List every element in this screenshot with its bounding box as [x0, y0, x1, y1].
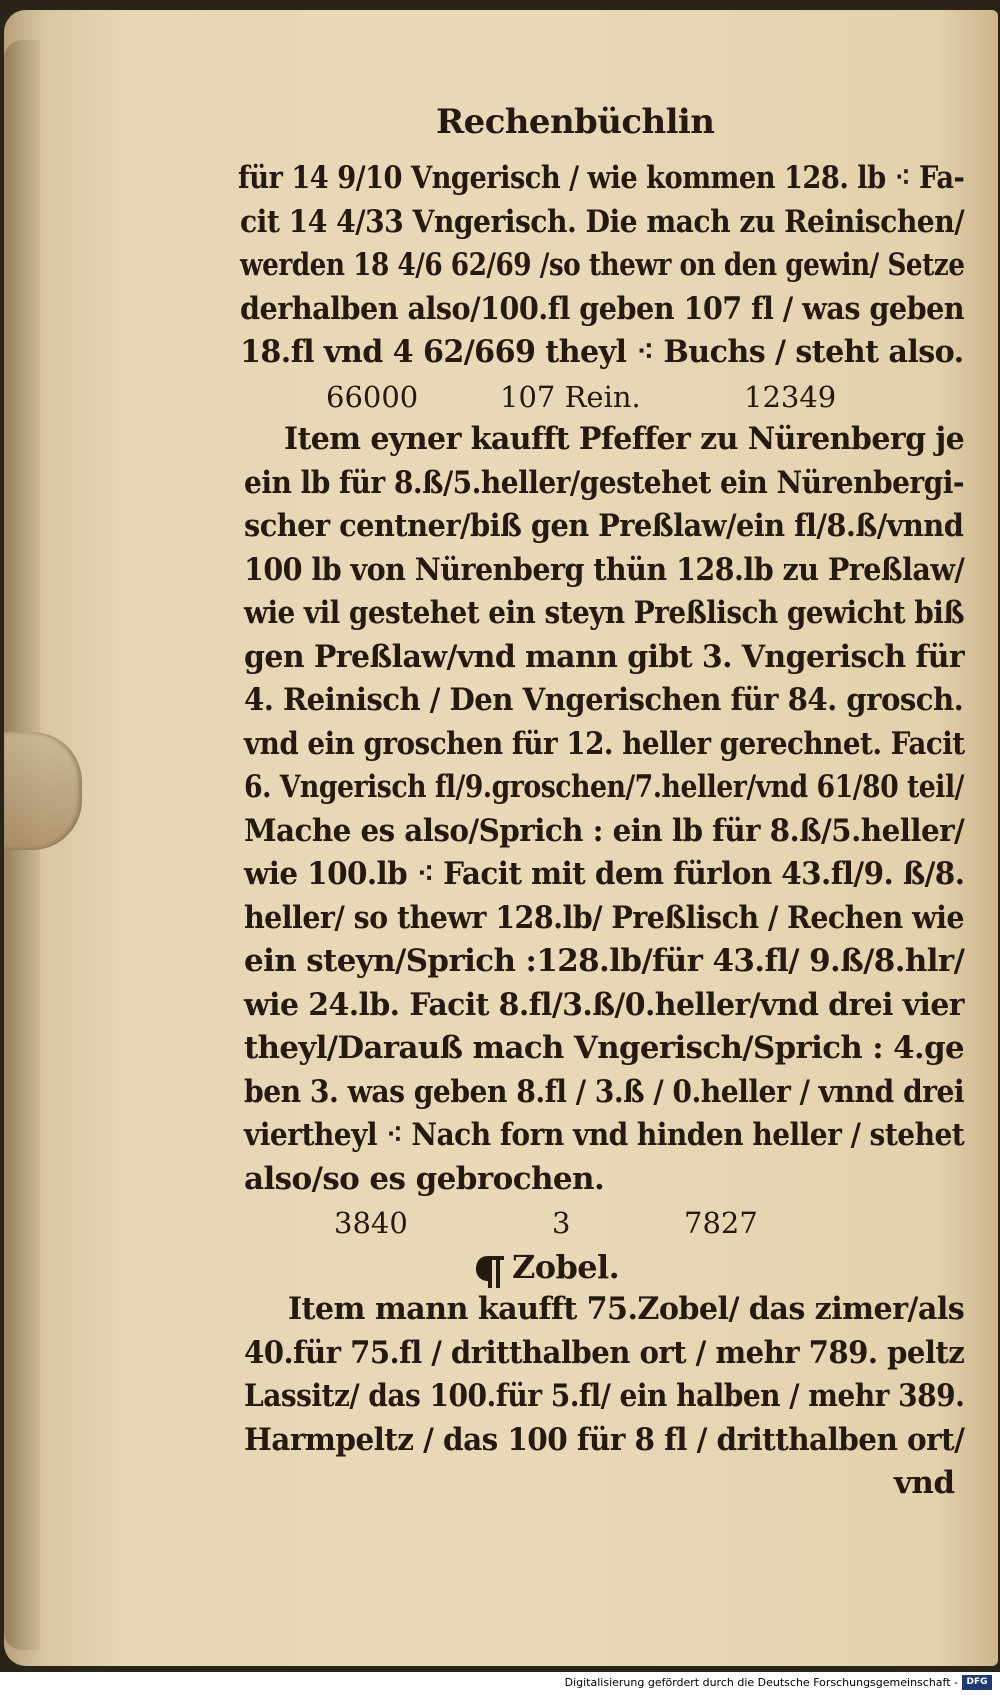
text-line: 6. Vngerisch fl/9.groschen/7.heller/vnd 61/80 teil/: [244, 769, 964, 805]
rule-of-three-value: 7827: [684, 1206, 758, 1240]
dfg-logo: DFG: [962, 1675, 992, 1690]
text-line: also/so es gebrochen.: [244, 1160, 605, 1197]
text-line: vnd: [894, 1465, 955, 1501]
text-line: theyl/Darauß mach Vngerisch/Sprich : 4.ge: [244, 1030, 965, 1066]
text-line: scher centner/biß gen Preßlaw/ein fl/8.ß/vnnd: [244, 508, 964, 544]
text-line: Item eyner kaufft Pfeffer zu Nürenberg je: [284, 421, 965, 457]
rule-of-three-value: 66000: [326, 379, 419, 414]
rule-of-three-value: 3: [552, 1206, 571, 1240]
rule-of-three-value: 107 Rein.: [500, 379, 641, 414]
text-line: wie 24.lb. Facit 8.fl/3.ß/0.heller/vnd drei vier: [244, 986, 964, 1023]
text-line: ein lb für 8.ß/5.heller/gestehet ein Nürenbergi-: [244, 464, 964, 501]
text-line: 40.für 75.fl / dritthalben ort / mehr 789. peltz: [244, 1334, 965, 1371]
footer-bar: [0, 1672, 1000, 1695]
rule-of-three-value: 12349: [744, 379, 837, 414]
text-line: wie vil gestehet ein steyn Preßlisch gewicht biß: [244, 595, 964, 631]
text-line: ben 3. was geben 8.fl / 3.ß / 0.heller / vnnd drei: [244, 1073, 965, 1110]
text-line: Harmpeltz / das 100 für 8 fl / dritthalben ort/: [244, 1421, 965, 1458]
running-head: Rechenbüchlin: [436, 102, 715, 142]
paper-page: [4, 10, 998, 1666]
pilcrow-icon: [474, 1252, 508, 1290]
text-line: werden 18 4/6 62/69 /so thewr on den gewin/ Setze: [240, 247, 965, 283]
text-line: wie 100.lb ⁖ Facit mit dem fürlon 43.fl/9. ß/8.: [244, 856, 965, 892]
text-line: ein steyn/Sprich :128.lb/für 43.fl/ 9.ß/8.hlr/: [244, 943, 965, 979]
text-line: 18.fl vnd 4 62/669 theyl ⁖ Buchs / steht also.: [240, 334, 964, 370]
text-line: 4. Reinisch / Den Vngerischen für 84. grosch.: [244, 682, 964, 718]
rule-of-three-value: 3840: [334, 1206, 408, 1240]
text-line: heller/ so thewr 128.lb/ Preßlisch / Rechen wie: [244, 899, 964, 936]
text-line: derhalben also/100.fl geben 107 fl / was geben: [240, 290, 965, 327]
text-line: viertheyl ⁖ Nach forn vnd hinden heller / stehet: [244, 1117, 965, 1153]
book-clasp: [4, 732, 82, 850]
text-line: cit 14 4/33 Vngerisch. Die mach zu Reinischen/: [240, 203, 964, 240]
text-line: Lassitz/ das 100.für 5.fl/ ein halben / mehr 389.: [244, 1378, 965, 1414]
funding-notice: Digitalisierung gefördert durch die Deutsche Forschungsgemeinschaft -: [564, 1676, 958, 1689]
text-line: vnd ein groschen für 12. heller gerechnet. Facit: [244, 725, 965, 762]
text-line: gen Preßlaw/vnd mann gibt 3. Vngerisch für: [244, 638, 965, 675]
text-line: Mache es also/Sprich : ein lb für 8.ß/5.heller/: [244, 812, 965, 849]
section-heading: Zobel.: [512, 1247, 620, 1286]
text-line: Item mann kaufft 75.Zobel/ das zimer/als: [288, 1291, 965, 1327]
text-line: für 14 9/10 Vngerisch / wie kommen 128. lb ⁖ Fa-: [238, 160, 965, 196]
text-line: 100 lb von Nürenberg thün 128.lb zu Preßlaw/: [244, 551, 965, 588]
